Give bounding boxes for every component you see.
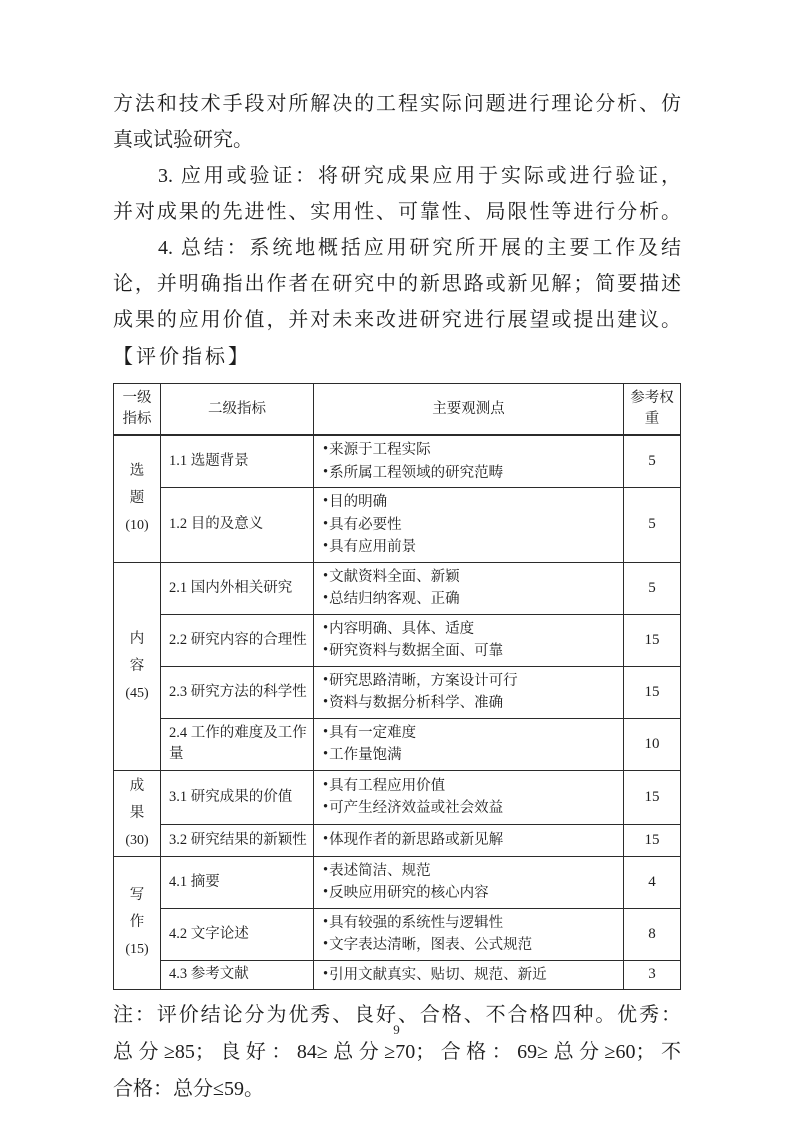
bullet-icon: •	[323, 567, 329, 584]
level1-char: 果	[129, 804, 145, 821]
level1-cell	[114, 770, 161, 856]
bullet-icon: •	[323, 619, 329, 636]
table-row	[114, 825, 681, 856]
bullet-icon: •	[323, 694, 329, 710]
points-cell	[314, 960, 624, 990]
bullet-icon: •	[323, 723, 329, 740]
weight-cell: 15	[624, 825, 681, 856]
level1-char: 选	[129, 463, 145, 480]
point-line: •工作量饱满	[323, 744, 619, 767]
level2-cell: 2.2 研究内容的合理性	[161, 614, 314, 666]
level2-cell: 1.2 目的及意义	[161, 488, 314, 563]
points-cell	[314, 825, 624, 856]
note-paragraphs	[113, 997, 681, 1108]
point-line: •研究思路清晰，方案设计可行	[323, 670, 619, 693]
level2-cell: 2.3 研究方法的科学性	[161, 666, 314, 718]
points-cell	[314, 666, 624, 718]
level2-cell: 3.2 研究结果的新颖性	[161, 825, 314, 856]
level1-cell	[114, 562, 161, 770]
column-header-3: 参考权重	[624, 384, 681, 436]
paragraph-line: 并对成果的先进性、实用性、可靠性、局限性等进行分析。	[113, 201, 681, 223]
bullet-icon: •	[323, 936, 329, 952]
points-cell	[314, 770, 624, 825]
point-line: •内容明确、具体、适度	[323, 618, 619, 641]
level1-char: 题	[129, 490, 145, 507]
level1-cell	[114, 435, 161, 562]
point-line: •具有必要性	[323, 514, 619, 537]
level1-char: 作	[129, 914, 145, 931]
note-line: 注：评价结论分为优秀、良好、合格、不合格四种。优秀：	[113, 1004, 681, 1026]
table-header	[114, 384, 681, 436]
points-cell	[314, 562, 624, 614]
level2-cell: 2.1 国内外相关研究	[161, 562, 314, 614]
point-line: •引用文献真实、贴切、规范、新近	[323, 964, 619, 987]
evaluation-table	[113, 383, 681, 990]
bullet-icon: •	[323, 913, 329, 930]
point-line: •研究资料与数据全面、可靠	[323, 640, 619, 663]
point-line: •总结归纳客观、正确	[323, 588, 619, 611]
points-cell	[314, 908, 624, 960]
level2-cell: 1.1 选题背景	[161, 435, 314, 488]
bullet-icon: •	[323, 671, 329, 688]
point-line: •具有工程应用价值	[323, 775, 619, 798]
paragraph-line: 4. 总结：系统地概括应用研究所开展的主要工作及结	[158, 237, 681, 259]
table-row	[114, 435, 681, 488]
level1-char: 容	[129, 657, 145, 674]
points-cell	[314, 856, 624, 908]
weight-cell: 4	[624, 856, 681, 908]
level2-cell: 4.3 参考文献	[161, 960, 314, 990]
point-line: •具有一定难度	[323, 722, 619, 745]
level2-cell: 3.1 研究成果的价值	[161, 770, 314, 825]
weight-cell: 5	[624, 488, 681, 563]
paragraph-line: 方法和技术手段对所解决的工程实际问题进行理论分析、仿	[113, 93, 681, 115]
column-header-0: 一级指标	[114, 384, 161, 436]
table-row	[114, 908, 681, 960]
table-row	[114, 488, 681, 563]
bullet-icon: •	[323, 590, 329, 606]
table-row	[114, 770, 681, 825]
paragraph-line: 成果的应用价值，并对未来改进研究进行展望或提出建议。	[113, 309, 681, 331]
column-header-2: 主要观测点	[314, 384, 624, 436]
page-content	[113, 86, 681, 1108]
intro-paragraphs	[113, 86, 681, 338]
weight-cell: 5	[624, 435, 681, 488]
point-line: •目的明确	[323, 491, 619, 514]
bullet-icon: •	[323, 861, 329, 878]
weight-cell: 5	[624, 562, 681, 614]
points-cell	[314, 718, 624, 770]
point-line: •系所属工程领域的研究范畴	[323, 462, 619, 485]
bullet-icon: •	[323, 463, 329, 480]
weight-cell: 15	[624, 666, 681, 718]
column-header-1: 二级指标	[161, 384, 314, 436]
bullet-icon: •	[323, 965, 329, 982]
point-line: •反映应用研究的核心内容	[323, 882, 619, 905]
bullet-icon: •	[323, 538, 329, 554]
bullet-icon: •	[323, 746, 329, 762]
point-line: •来源于工程实际	[323, 439, 619, 462]
point-line: •表述简洁、规范	[323, 860, 619, 883]
paragraph-line: 真或试验研究。	[113, 129, 253, 151]
table-row	[114, 562, 681, 614]
point-line: •文字表达清晰，图表、公式规范	[323, 934, 619, 957]
bullet-icon: •	[323, 799, 329, 816]
point-line: •具有较强的系统性与逻辑性	[323, 912, 619, 935]
level1-score: (30)	[125, 832, 149, 848]
point-line: •具有应用前景	[323, 536, 619, 559]
points-cell	[314, 488, 624, 563]
bullet-icon: •	[323, 515, 329, 532]
bullet-icon: •	[323, 642, 329, 658]
level1-char: 成	[129, 777, 145, 794]
table-row	[114, 960, 681, 990]
bullet-icon: •	[323, 831, 329, 848]
table-header-row	[114, 384, 681, 436]
weight-cell: 8	[624, 908, 681, 960]
points-cell	[314, 614, 624, 666]
section-heading: 【评价指标】	[113, 346, 251, 368]
note-line: 总分≥85；良好：84≥总分≥70；合格：69≥总分≥60；不	[113, 1041, 681, 1063]
paragraph-line: 论，并明确指出作者在研究中的新思路或新见解；简要描述	[113, 273, 681, 295]
point-line: •可产生经济效益或社会效益	[323, 797, 619, 820]
point-line: •文献资料全面、新颖	[323, 566, 619, 589]
table-row	[114, 666, 681, 718]
weight-cell: 15	[624, 770, 681, 825]
paragraph-line: 3. 应用或验证：将研究成果应用于实际或进行验证，	[158, 165, 681, 187]
points-cell	[314, 435, 624, 488]
page-number: 9	[393, 1022, 400, 1037]
level1-score: (10)	[125, 518, 149, 534]
point-line: •资料与数据分析科学、准确	[323, 692, 619, 715]
level2-cell: 2.4 工作的难度及工作量	[161, 718, 314, 770]
weight-cell: 15	[624, 614, 681, 666]
table-row	[114, 856, 681, 908]
level1-cell	[114, 856, 161, 990]
note-line: 合格：总分≤59。	[113, 1078, 264, 1100]
level1-score: (15)	[125, 942, 149, 958]
bullet-icon: •	[323, 441, 329, 457]
weight-cell: 3	[624, 960, 681, 990]
point-line: •体现作者的新思路或新见解	[323, 829, 619, 852]
level1-char: 写	[129, 887, 145, 904]
level1-char: 内	[129, 630, 145, 647]
table-row	[114, 614, 681, 666]
table-body	[114, 435, 681, 990]
bullet-icon: •	[323, 493, 329, 509]
level2-cell: 4.1 摘要	[161, 856, 314, 908]
bullet-icon: •	[323, 884, 329, 900]
level1-score: (45)	[125, 685, 149, 701]
weight-cell: 10	[624, 718, 681, 770]
bullet-icon: •	[323, 776, 329, 793]
level2-cell: 4.2 文字论述	[161, 908, 314, 960]
table-row	[114, 718, 681, 770]
